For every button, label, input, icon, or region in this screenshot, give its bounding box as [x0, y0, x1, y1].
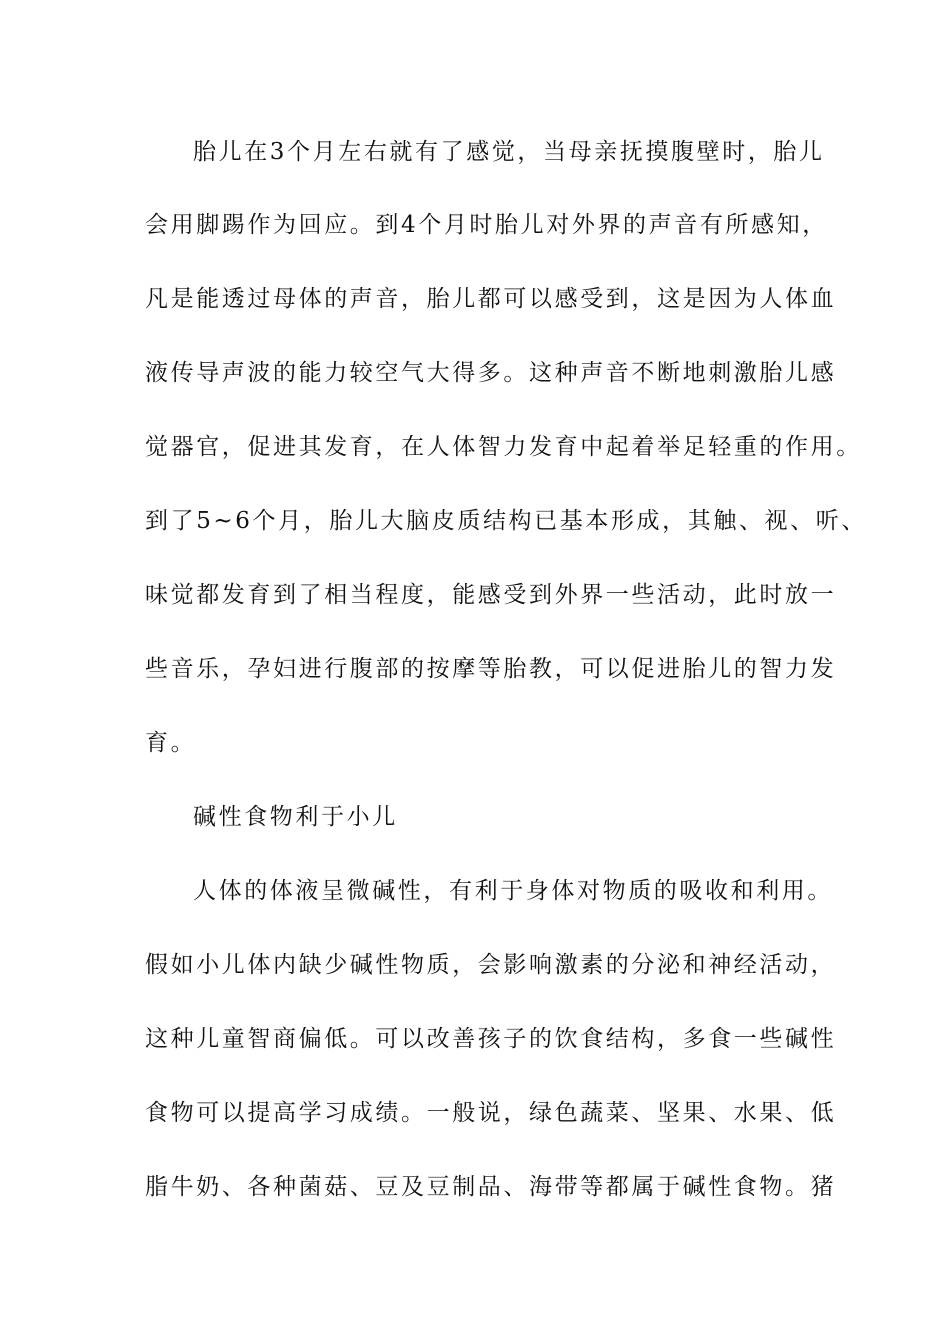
paragraph-line: 味觉都发育到了相当程度，能感受到外界一些活动，此时放一	[145, 582, 837, 608]
paragraph-line: 胎儿在3个月左右就有了感觉，当母亲抚摸腹壁时，胎儿	[193, 139, 825, 165]
paragraph-line: 到了5~6个月，胎儿大脑皮质结构已基本形成，其触、视、听、	[145, 508, 867, 534]
paragraph-line: 觉器官，促进其发育，在人体智力发育中起着举足轻重的作用。	[145, 434, 862, 460]
paragraph-line: 这种儿童智商偏低。可以改善孩子的饮食结构，多食一些碱性	[145, 1026, 837, 1052]
paragraph-line: 些音乐，孕妇进行腹部的按摩等胎教，可以促进胎儿的智力发	[145, 656, 837, 682]
paragraph-line: 凡是能透过母体的声音，胎儿都可以感受到，这是因为人体血	[145, 286, 837, 312]
paragraph-line: 育。	[145, 730, 197, 756]
section-heading: 碱性食物利于小儿	[193, 804, 398, 830]
paragraph-line: 食物可以提高学习成绩。一般说，绿色蔬菜、坚果、水果、低	[145, 1100, 837, 1126]
paragraph-line: 人体的体液呈微碱性，有利于身体对物质的吸收和利用。	[193, 878, 833, 904]
paragraph-line: 液传导声波的能力较空气大得多。这种声音不断地刺激胎儿感	[145, 360, 837, 386]
paragraph-line: 会用脚踢作为回应。到4个月时胎儿对外界的声音有所感知，	[145, 212, 828, 238]
paragraph-line: 脂牛奶、各种菌菇、豆及豆制品、海带等都属于碱性食物。猪	[145, 1174, 837, 1200]
paragraph-line: 假如小儿体内缺少碱性物质，会影响激素的分泌和神经活动，	[145, 952, 837, 978]
